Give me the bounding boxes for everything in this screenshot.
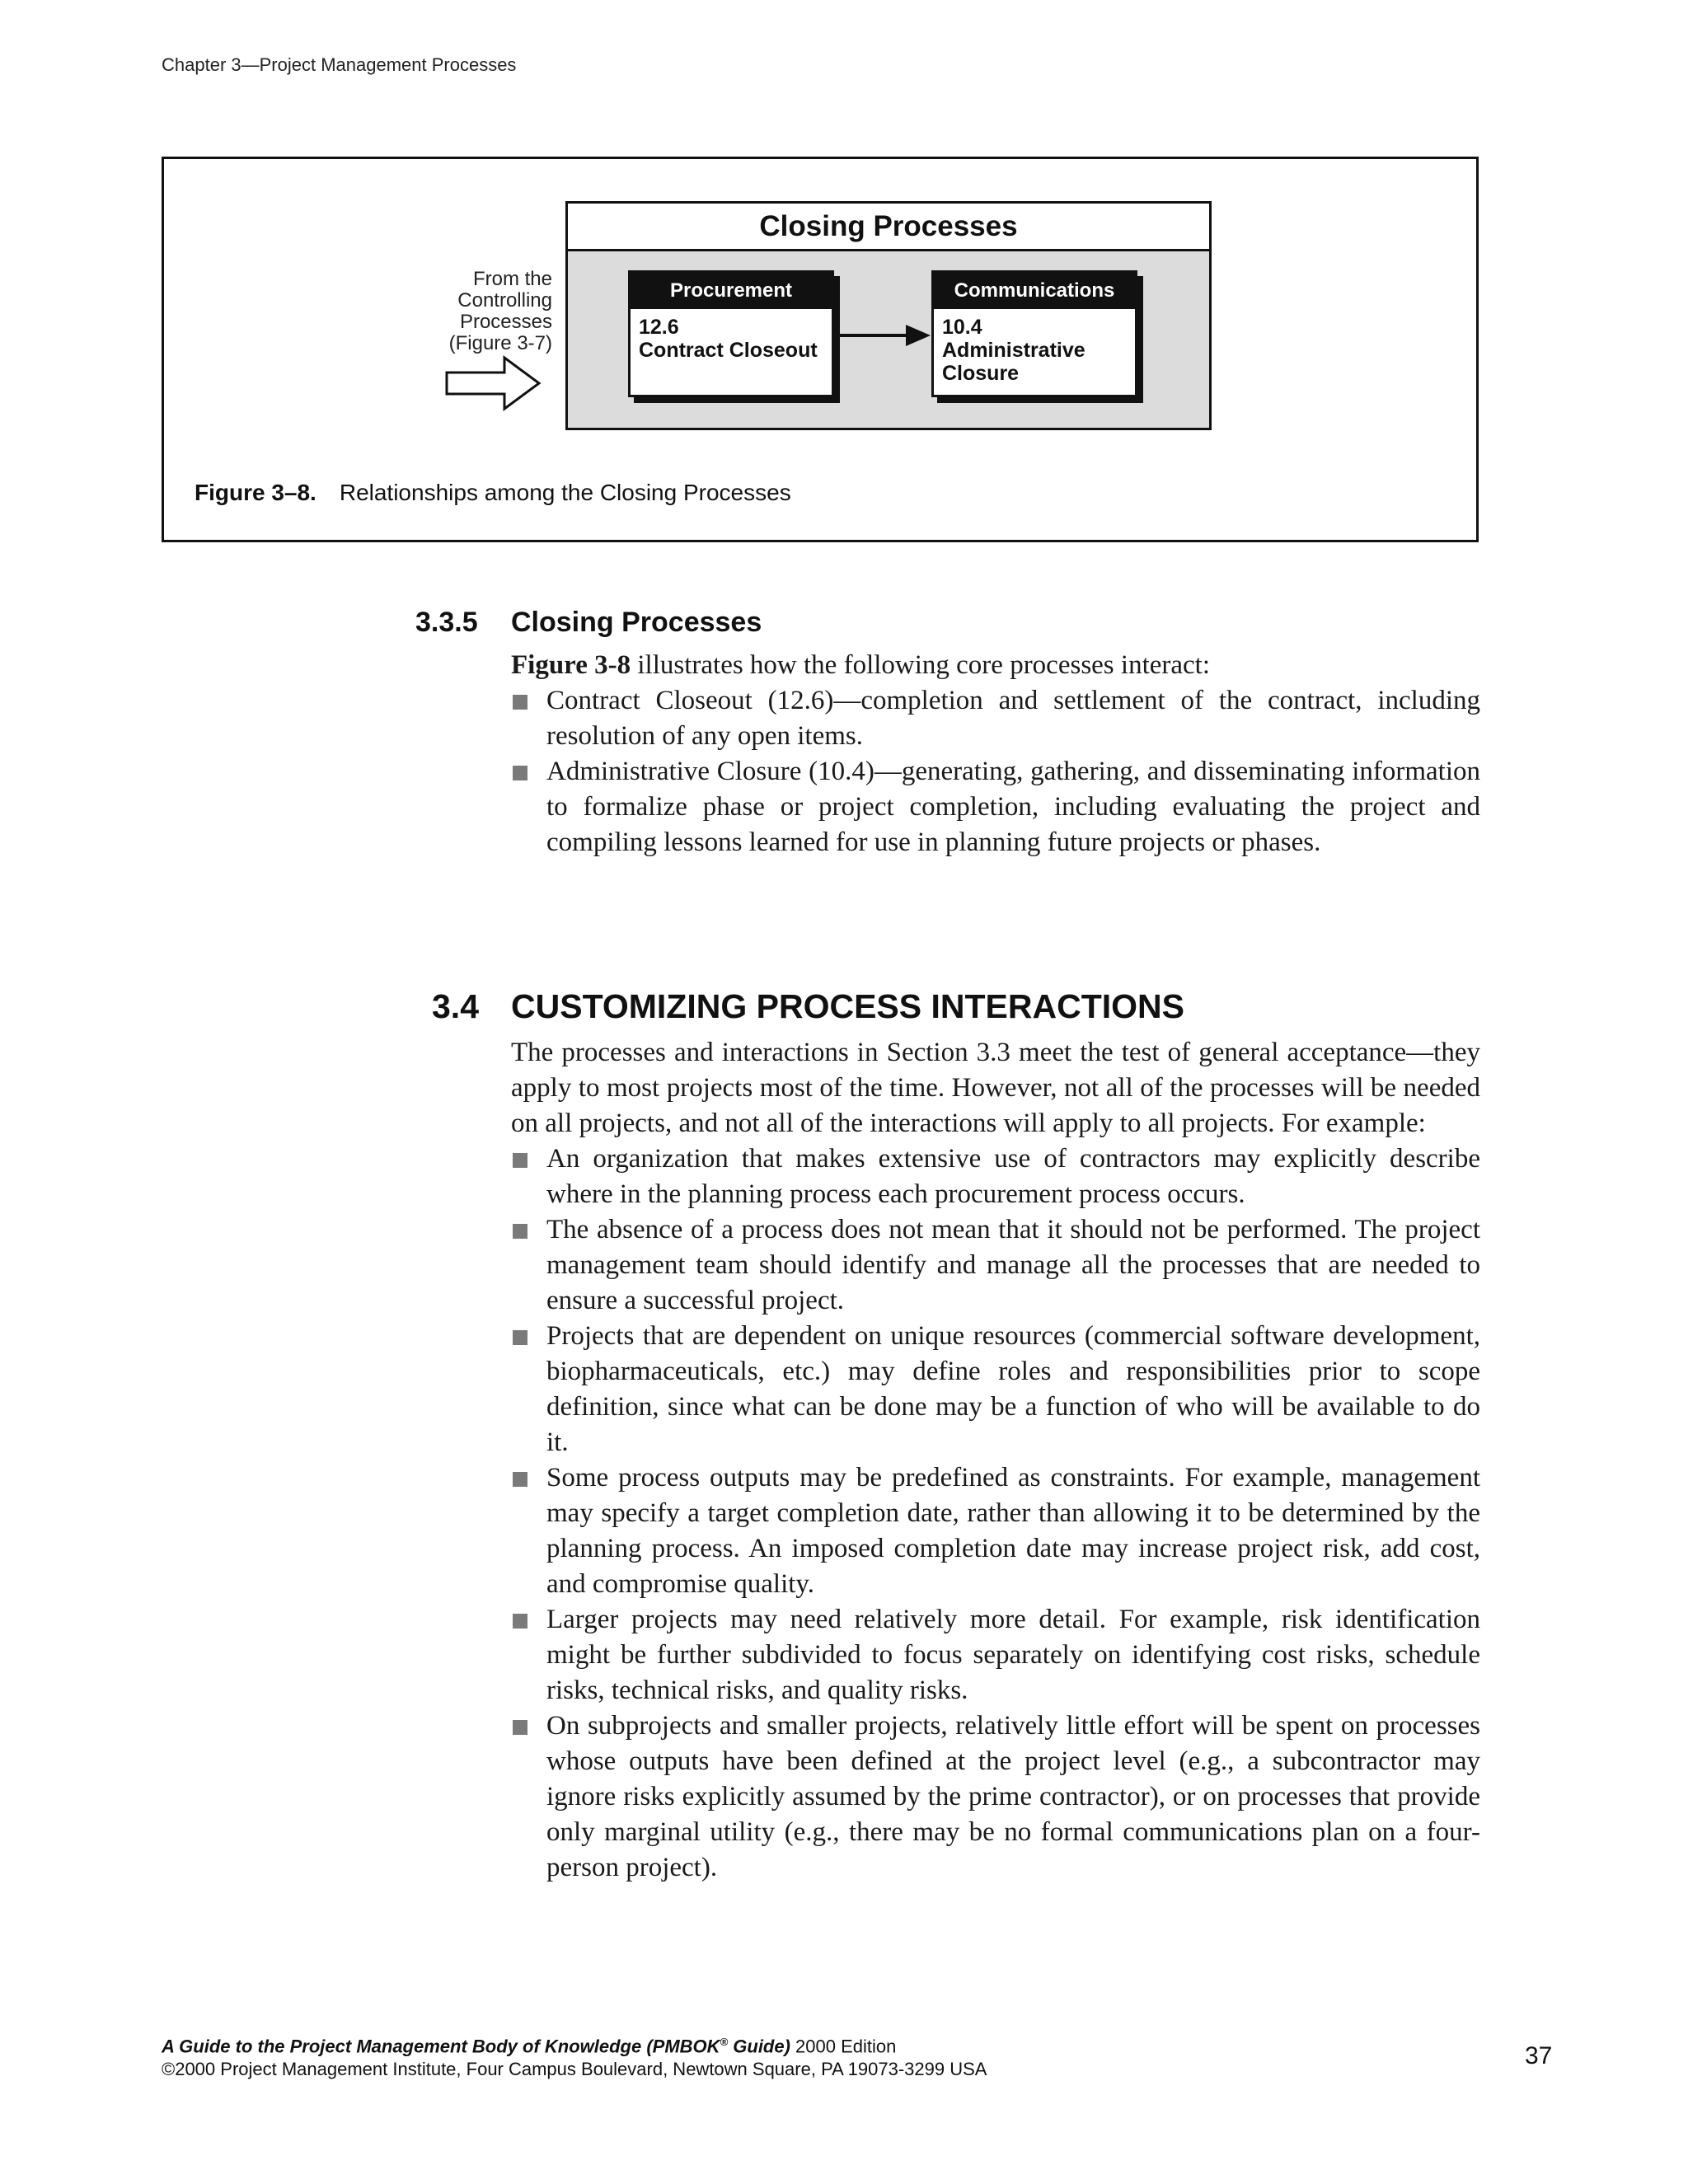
section-3-4-body bbox=[511, 1035, 1480, 1886]
list-item: Contract Closeout (12.6)—completion and settlement of the contract, including resolution of any open items. bbox=[511, 683, 1480, 754]
page-number: 37 bbox=[1525, 2042, 1553, 2069]
contract-closeout-number: 12.6 bbox=[639, 316, 679, 339]
list-item: On subprojects and smaller projects, relatively little effort will be spent on processes whose outputs have been defined at the project level (e.g., a subcontractor may ignore risks explicitly assumed by the prime contractor), or on processes that provide only marginal utility (e.g., there may be no formal communications plan on a four-person project). bbox=[511, 1708, 1480, 1886]
registered-mark: ® bbox=[720, 2036, 729, 2048]
section-3-4-intro: The processes and interactions in Section 3.3 meet the test of general acceptance—they apply to most projects most of the time. However, not all of the processes will be needed on all projects, and not all of the interactions will apply to all projects. For example: bbox=[511, 1038, 1480, 1138]
from-note-line-3: Processes bbox=[459, 311, 552, 333]
list-item: Some process outputs may be predefined as constraints. For example, management may specify a target completion date, rather than allowing it to be determined by the planning process. An imposed completion date may increase project risk, add cost, and compromise quality. bbox=[511, 1460, 1480, 1602]
figure-caption-number: Figure 3–8. bbox=[195, 480, 316, 505]
list-item: An organization that makes extensive use of contractors may explicitly describe where in the planning process each procurement process occurs. bbox=[511, 1141, 1480, 1212]
section-3-4-title: CUSTOMIZING PROCESS INTERACTIONS bbox=[511, 987, 1185, 1025]
from-controlling-note bbox=[387, 269, 552, 354]
hollow-right-arrow-icon bbox=[445, 354, 544, 412]
list-item: Administrative Closure (10.4)—generating, gathering, and disseminating information to formalize phase or project completion, including evaluating the project and compiling lessons learned for use in planning future projects or phases. bbox=[511, 754, 1480, 860]
page-footer bbox=[162, 2031, 987, 2081]
closing-process-list bbox=[511, 683, 1480, 860]
administrative-closure-name-2: Closure bbox=[942, 362, 1020, 385]
communications-area-label: Communications bbox=[934, 273, 1135, 309]
from-note-line-2: Controlling bbox=[457, 289, 552, 312]
administrative-closure-number: 10.4 bbox=[942, 316, 982, 339]
section-3-3-5-title: Closing Processes bbox=[511, 607, 762, 638]
contract-closeout-name: Contract Closeout bbox=[639, 339, 818, 362]
closing-processes-title: Closing Processes bbox=[568, 204, 1209, 251]
section-3-4-number: 3.4 bbox=[432, 987, 479, 1025]
flow-arrow-icon bbox=[837, 323, 934, 348]
footer-book-title-end: Guide) bbox=[728, 2036, 790, 2057]
communications-process-box bbox=[931, 270, 1137, 397]
figure-reference: Figure 3-8 bbox=[511, 650, 631, 680]
footer-edition: 2000 Edition bbox=[790, 2036, 897, 2057]
figure-caption-text: Relationships among the Closing Processes bbox=[339, 480, 791, 505]
procurement-area-label: Procurement bbox=[631, 273, 832, 309]
footer-copyright: ©2000 Project Management Institute, Four Campus Boulevard, Newtown Square, PA 19073-3299 USA bbox=[162, 2059, 987, 2080]
list-item: Larger projects may need relatively more detail. For example, risk identification might be further subdivided to focus separately on identifying cost risks, schedule risks, technical risks, and quality risks. bbox=[511, 1602, 1480, 1708]
footer-book-title: A Guide to the Project Management Body of Knowledge (PMBOK bbox=[162, 2036, 720, 2057]
procurement-process-box bbox=[628, 270, 834, 397]
from-note-line-4: (Figure 3-7) bbox=[448, 332, 552, 354]
administrative-closure-name-1: Administrative bbox=[942, 339, 1085, 362]
intro-rest: illustrates how the following core processes interact: bbox=[631, 650, 1211, 680]
list-item: Projects that are dependent on unique resources (commercial software development, biopharmaceuticals, etc.) may define roles and responsibilities prior to scope definition, since what can be done may be a function of who will be available to do it. bbox=[511, 1319, 1480, 1460]
footer-title-line bbox=[162, 2031, 987, 2058]
from-note-line-1: From the bbox=[472, 268, 552, 290]
running-head: Chapter 3—Project Management Processes bbox=[162, 54, 517, 75]
list-item: The absence of a process does not mean that it should not be performed. The project management team should identify and manage all the processes that are needed to ensure a successful project. bbox=[511, 1212, 1480, 1319]
section-3-3-5-intro bbox=[511, 648, 1480, 683]
section-3-3-5-number: 3.3.5 bbox=[415, 607, 478, 638]
customization-list bbox=[511, 1141, 1480, 1886]
figure-caption bbox=[195, 480, 791, 506]
section-3-3-5-body bbox=[511, 648, 1480, 860]
